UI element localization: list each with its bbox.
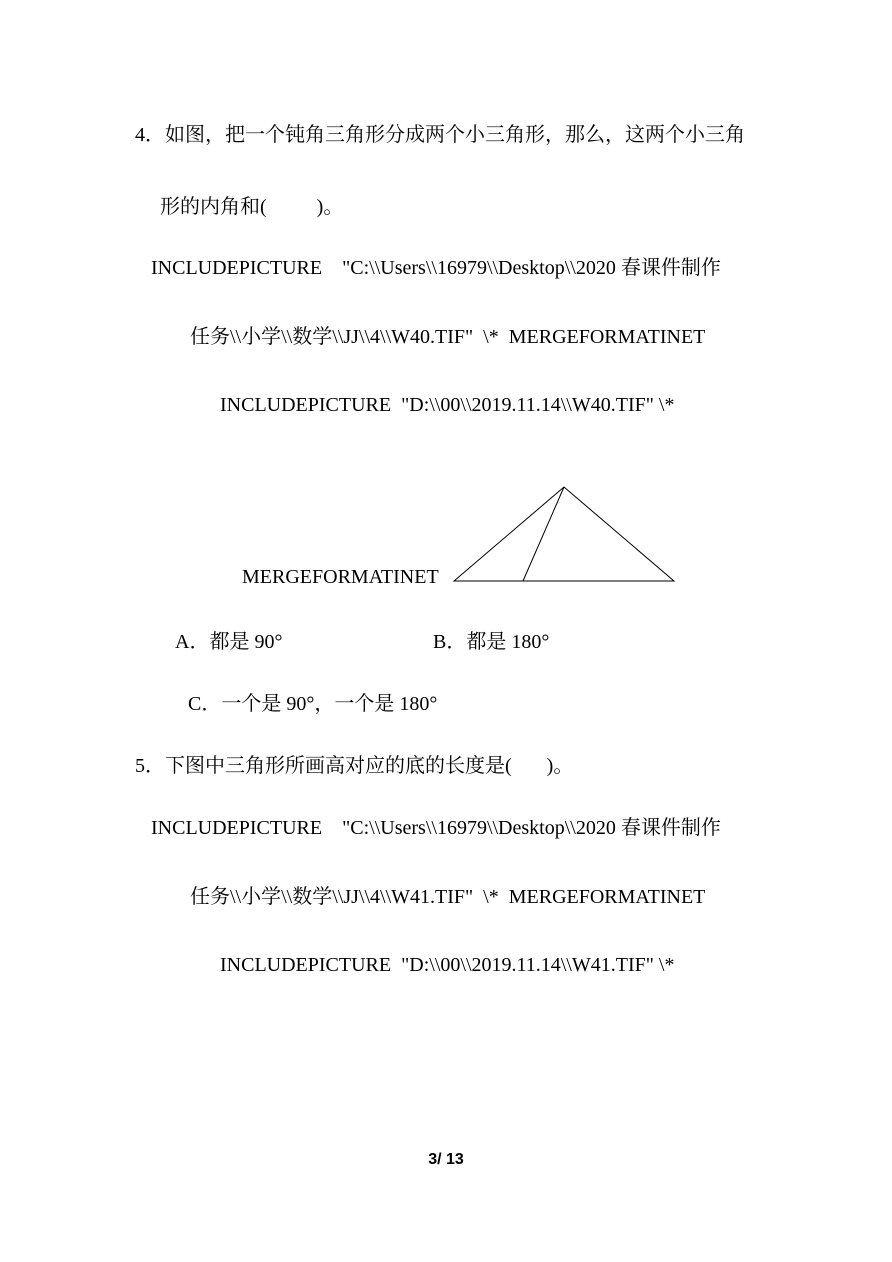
question-5-text-line-1: 5．下图中三角形所画高对应的底的长度是( )。 [135, 755, 574, 777]
question-4-text-line-2: 形的内角和( )。 [160, 196, 344, 218]
question-5-field-code-line-2: 任务\\小学\\数学\\JJ\\4\\W41.TIF" \* MERGEFORMATINET [190, 886, 706, 908]
question-4-field-code-line-4: MERGEFORMATINET [242, 566, 439, 588]
question-5-field-code-line-3: INCLUDEPICTURE "D:\\00\\2019.11.14\\W41.TIF" \* [220, 954, 675, 976]
option-a: A．都是 90° [175, 631, 283, 653]
question-4-field-code-line-3: INCLUDEPICTURE "D:\\00\\2019.11.14\\W40.TIF" \* [220, 394, 675, 416]
question-4-field-code-line-1: INCLUDEPICTURE "C:\\Users\\16979\\Desktop\\2020 春课件制作 [151, 257, 721, 279]
question-4-field-code-line-2: 任务\\小学\\数学\\JJ\\4\\W40.TIF" \* MERGEFORMATINET [190, 326, 706, 348]
dividing-segment [523, 487, 564, 581]
page-number: 3/ 13 [428, 1151, 464, 1168]
obtuse-triangle-figure [448, 480, 680, 588]
option-c: C．一个是 90°，一个是 180° [188, 693, 438, 715]
question-4-text-line-1: 4．如图，把一个钝角三角形分成两个小三角形，那么，这两个小三角 [135, 124, 745, 146]
triangle-outline [454, 487, 674, 581]
option-b: B．都是 180° [433, 631, 550, 653]
question-5-field-code-line-1: INCLUDEPICTURE "C:\\Users\\16979\\Desktop\\2020 春课件制作 [151, 817, 721, 839]
